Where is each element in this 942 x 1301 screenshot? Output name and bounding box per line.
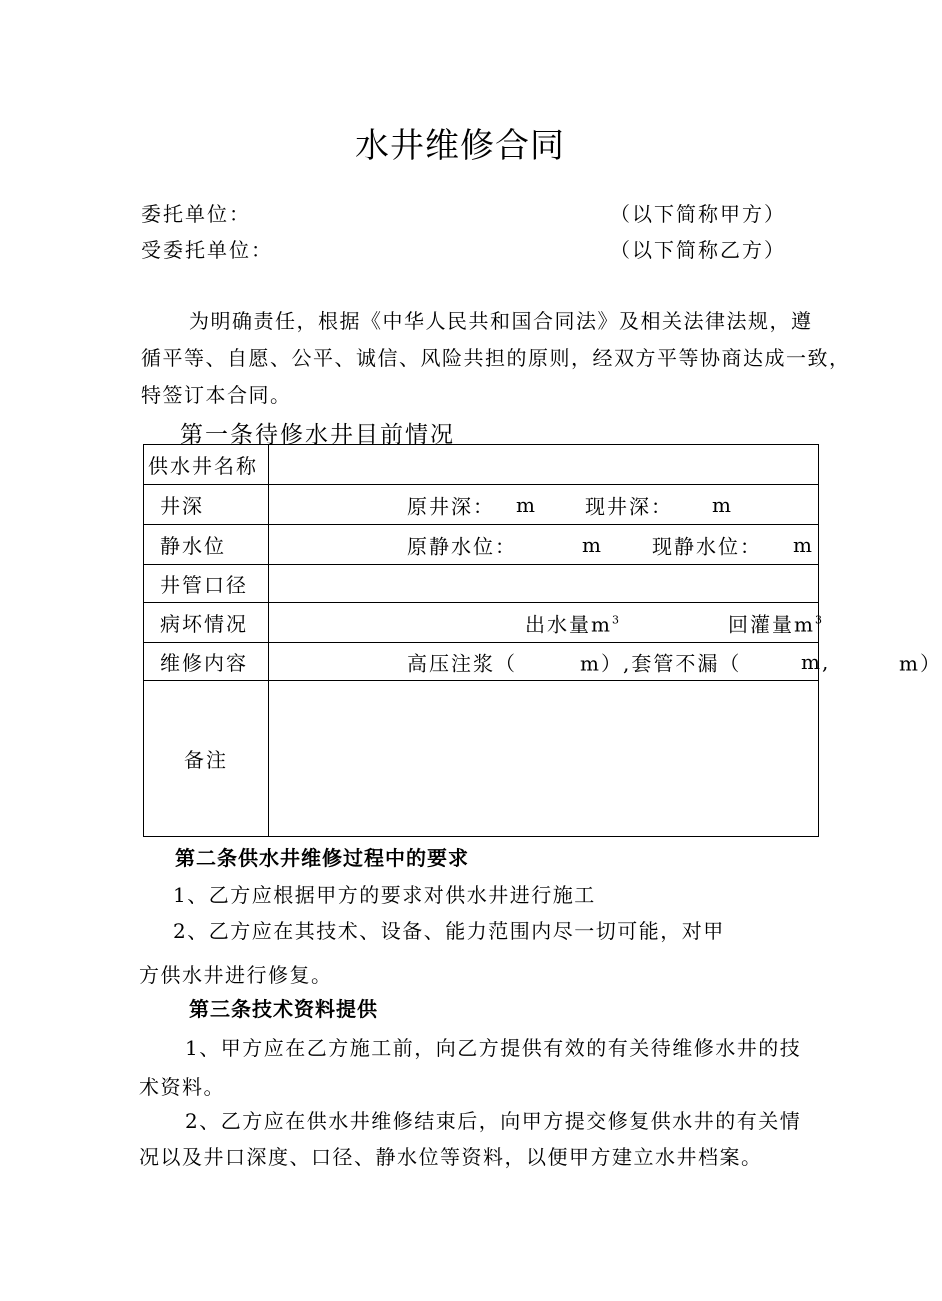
label-cell-name: 供水井名称 [144, 445, 269, 485]
preamble-line-1: 为明确责任，根据《中华人民共和国合同法》及相关法律法规，遵 [189, 309, 813, 333]
casing-label: m）,套管不漏（ [580, 651, 742, 675]
section2-heading: 第二条供水井维修过程中的要求 [175, 846, 469, 870]
preamble-line-3: 特签订本合同。 [141, 383, 292, 407]
label-cell-damage: 病坏情况 [144, 603, 269, 643]
document-title: 水井维修合同 [355, 126, 565, 166]
table-row-pipe [144, 565, 819, 603]
section3-item-2-line-2: 况以及井口深度、口径、静水位等资料，以便甲方建立水井档案。 [139, 1145, 763, 1169]
orig-depth-label: 原井深： [407, 494, 495, 518]
contractor-note: （以下简称乙方） [610, 238, 786, 262]
curr-depth-label: 现井深： [585, 494, 673, 518]
table-row-depth [144, 485, 819, 525]
orig-depth-unit: m [516, 492, 537, 517]
section2-item-1: 1、乙方应根据甲方的要求对供水井进行施工 [173, 883, 596, 907]
table-row-name [144, 445, 819, 485]
value-cell-depth[interactable] [269, 485, 819, 525]
client-note: （以下简称甲方） [610, 202, 786, 226]
label-cell-remarks: 备注 [144, 681, 269, 837]
contractor-label: 受委托单位： [141, 238, 273, 262]
grout-label: 高压注浆（ [407, 651, 517, 675]
value-cell-repair[interactable] [269, 643, 942, 681]
section3-item-2-line-1: 2、乙方应在供水井维修结束后，向甲方提交修复供水井的有关情 [185, 1109, 802, 1133]
preamble-line-2: 循平等、自愿、公平、诚信、风险共担的原则，经双方平等协商达成一致， [141, 346, 851, 370]
value-cell-static[interactable] [269, 525, 819, 565]
curr-static-label: 现静水位： [652, 534, 762, 558]
section1-heading: 第一条待修水井目前情况 [180, 422, 455, 448]
value-cell-damage[interactable] [269, 603, 824, 643]
label-cell-repair: 维修内容 [144, 643, 269, 681]
value-cell-pipe[interactable] [269, 565, 819, 603]
value-cell-remarks[interactable] [269, 681, 819, 837]
table-row-static [144, 525, 819, 565]
table-row-remarks [144, 681, 819, 837]
section3-item-1-line-2: 术资料。 [139, 1075, 225, 1099]
label-cell-depth: 井深 [144, 485, 269, 525]
section3-heading: 第三条技术资料提供 [189, 997, 378, 1021]
casing-unit-1: m, [801, 649, 831, 674]
curr-depth-unit: m [712, 492, 733, 517]
casing-unit-2: m） [899, 651, 942, 675]
label-cell-static: 静水位 [144, 525, 269, 565]
orig-static-label: 原静水位： [407, 534, 517, 558]
orig-static-unit: m [582, 532, 603, 557]
well-status-table [143, 444, 942, 837]
section2-item-2-line-2: 方供水井进行修复。 [139, 963, 333, 987]
label-cell-pipe: 井管口径 [144, 565, 269, 603]
recharge-volume: 回灌量$m^3$ [728, 612, 824, 636]
curr-static-unit: m [793, 532, 814, 557]
section2-item-2-line-1: 2、乙方应在其技术、设备、能力范围内尽一切可能，对甲 [173, 919, 725, 943]
section3-item-1-line-1: 1、甲方应在乙方施工前，向乙方提供有效的有关待维修水井的技 [185, 1036, 802, 1060]
table-row-damage [144, 603, 819, 643]
value-cell-name[interactable] [269, 445, 819, 485]
table-row-repair [144, 643, 819, 681]
water-output: 出水量$m^3$ [525, 612, 621, 636]
client-label: 委托单位： [141, 202, 251, 226]
